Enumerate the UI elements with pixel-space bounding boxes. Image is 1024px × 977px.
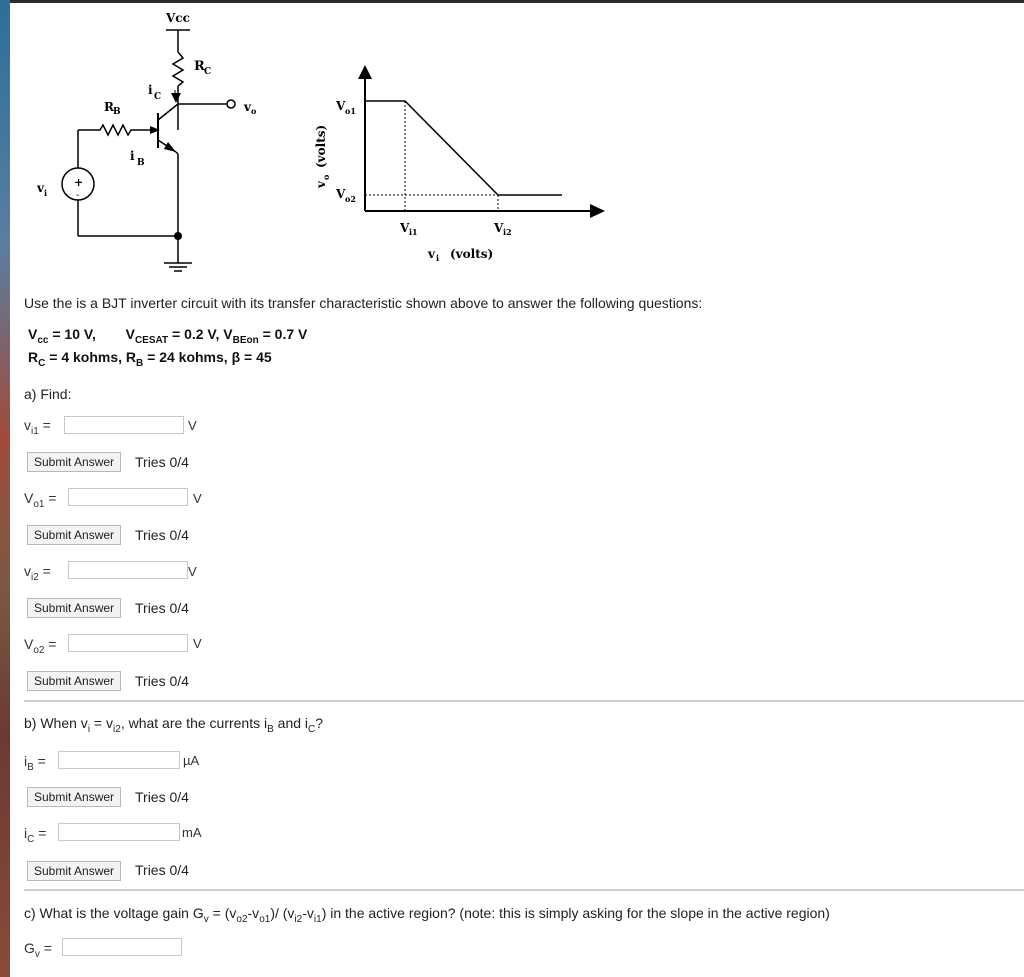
vo2-label: $V_{o2}$ = <box>24 636 57 656</box>
ib-input[interactable] <box>58 751 180 769</box>
intro-text: Use the is a BJT inverter circuit with its transfer characteristic shown above to answer the following questions: <box>24 295 703 311</box>
vcc-label: Vcc <box>166 11 190 25</box>
vo2-label: V <box>336 187 346 201</box>
vo1-submit-button[interactable]: Submit Answer <box>27 525 121 545</box>
section-divider <box>24 700 1024 702</box>
vi2-label: $v_{i2}$ = <box>24 563 51 583</box>
source-plus: + <box>74 176 84 189</box>
vi1-tries: Tries 0/4 <box>135 454 189 470</box>
rc-sub: C <box>204 67 212 77</box>
x-axis-units: (volts) <box>450 247 494 261</box>
gv-input[interactable] <box>62 938 182 956</box>
part-c-question: c) What is the voltage gain $G_v = (v_{o2}-v_{o1})/$ $(v_{i2}-v_{i1})$ in the active region? (note: this is simply asking for the slope in the active region) <box>24 905 830 925</box>
ic-input[interactable] <box>58 823 180 841</box>
x-axis-label: v <box>428 247 435 261</box>
ic-label: i <box>148 83 153 97</box>
vi-sub: i <box>44 188 48 198</box>
ib-submit-button[interactable]: Submit Answer <box>27 787 121 807</box>
vi1-sub: i1 <box>409 227 418 237</box>
source-minus: - <box>76 190 80 201</box>
ib-tries: Tries 0/4 <box>135 789 189 805</box>
rb-label: R <box>104 100 114 114</box>
vi2-unit: V <box>188 564 197 579</box>
ib-label: $i_B$ = <box>24 753 46 773</box>
rc-label: R <box>194 59 205 74</box>
y-axis-sub: o <box>321 174 331 180</box>
vi-label: v <box>37 181 44 195</box>
vo1-input[interactable] <box>68 488 188 506</box>
bjt-inverter-circuit <box>30 8 280 283</box>
x-axis-sub: i <box>436 253 440 263</box>
section-divider <box>24 889 1024 891</box>
vi1-label: $v_{i1}$ = <box>24 417 51 437</box>
ib-sub: B <box>137 158 145 168</box>
vo2-tries: Tries 0/4 <box>135 673 189 689</box>
ib-label: i <box>130 149 135 163</box>
vi2-label: V <box>494 221 504 235</box>
vo1-tries: Tries 0/4 <box>135 527 189 543</box>
vo1-unit: V <box>193 491 202 506</box>
vi2-tries: Tries 0/4 <box>135 600 189 616</box>
vo1-label: V <box>336 99 346 113</box>
ib-unit: µA <box>183 753 200 768</box>
problem-page <box>10 3 1024 977</box>
vo2-unit: V <box>193 636 202 651</box>
vo2-submit-button[interactable]: Submit Answer <box>27 671 121 691</box>
vi2-submit-button[interactable]: Submit Answer <box>27 598 121 618</box>
part-b-question: b) When $v_i = v_{i2}$, what are the currents $i_B$ and $i_C$? <box>24 715 324 735</box>
rb-sub: B <box>113 107 121 117</box>
background-window-strip <box>0 0 10 977</box>
part-a-heading: a) Find: <box>24 386 72 402</box>
ic-submit-button[interactable]: Submit Answer <box>27 861 121 881</box>
y-axis-label: v <box>314 181 328 188</box>
ic-tries: Tries 0/4 <box>135 862 189 878</box>
vi1-input[interactable] <box>64 416 184 434</box>
vo-sub: o <box>251 106 257 116</box>
vo1-sub: o1 <box>345 106 356 116</box>
givens-line-1: $V_{cc} = 10$ V, $V_{CESAT} = 0.2$ V, $V_{BEon} = 0.7$ V <box>28 326 308 346</box>
ic-unit: mA <box>182 825 202 840</box>
y-axis-units: (volts) <box>314 124 328 168</box>
vo2-sub: o2 <box>345 194 356 204</box>
vi2-sub: i2 <box>503 227 512 237</box>
vi1-submit-button[interactable]: Submit Answer <box>27 452 121 472</box>
givens-line-2: $R_C = 4$ kohms, $R_B = 24$ kohms, β = 45 <box>28 349 272 369</box>
vo-label: v <box>244 100 251 114</box>
ic-sub: C <box>154 92 162 102</box>
vi1-unit: V <box>188 418 197 433</box>
gv-label: $G_v$ = <box>24 940 52 960</box>
vi1-label: V <box>400 221 410 235</box>
vo2-input[interactable] <box>68 634 188 652</box>
ic-label: $i_C$ = <box>24 825 47 845</box>
vo1-label: $V_{o1}$ = <box>24 490 57 510</box>
vi2-input[interactable] <box>68 561 188 579</box>
transfer-characteristic-plot <box>300 58 630 273</box>
